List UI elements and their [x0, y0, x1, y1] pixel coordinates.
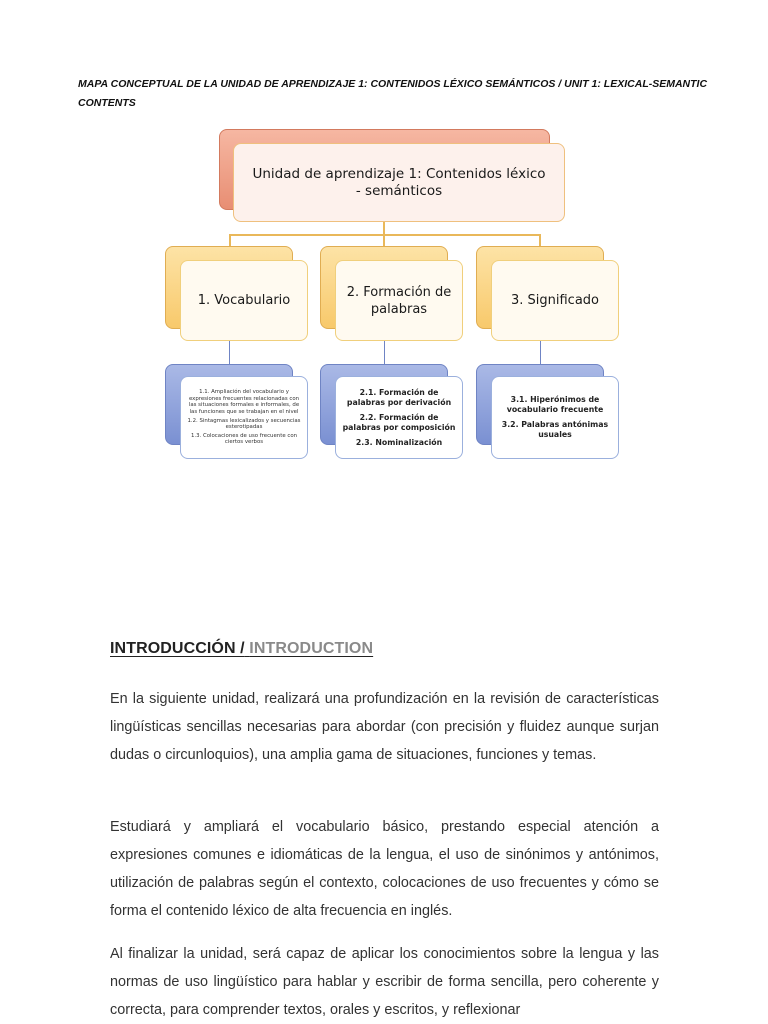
detail-3-item-1: 3.1. Hiperónimos de vocabulario frecuente — [506, 395, 604, 414]
detail-node-significado — [491, 376, 619, 459]
connector-branch-3 — [539, 234, 541, 246]
connector-branch-1 — [229, 234, 231, 246]
detail-3-item-2: 3.2. Palabras antónimas usuales — [501, 420, 609, 439]
connector-horizontal — [229, 234, 541, 236]
detail-1-item-1: 1.1. Ampliación del vocabulario y expresiones frecuentes relacionadas con las situaciones formales e informales, de las funciones que se trabajan en el nivel — [188, 389, 300, 415]
branch-node-formacion — [335, 260, 463, 341]
detail-2-item-3: 2.3. Nominalización — [355, 437, 443, 447]
branch-node-significado — [491, 260, 619, 341]
introduction-heading-en: INTRODUCTION — [249, 640, 374, 657]
intro-paragraph-3: Al finalizar la unidad, será capaz de aplicar los conocimientos sobre la lengua y las normas de uso lingüístico para hablar y escribir de forma sencilla, pero coherente y correcta, para comprender textos, orales y escritos, y reflexionar — [110, 946, 659, 1018]
detail-1-item-3: 1.3. Colocaciones de uso frecuente con ciertos verbos — [190, 432, 298, 446]
detail-node-vocabulario — [180, 376, 308, 459]
branch-3-label: 3. Significado — [510, 293, 599, 308]
connector-branch-2 — [383, 234, 385, 246]
detail-node-formacion — [335, 376, 463, 459]
introduction-heading-es: INTRODUCCIÓN / — [110, 640, 245, 657]
detail-2-item-2: 2.2. Formación de palabras por composición — [342, 412, 456, 432]
connector-detail-2 — [384, 341, 385, 365]
intro-paragraph-2: Estudiará y ampliará el vocabulario básico, prestando especial atención a expresiones comunes e idiomáticas de la lengua, el uso de sinónimos y antónimos, utilización de palabras según el contexto, colocaciones de uso frecuentes y cómo se forma el contenido léxico de alta frecuencia en inglés. — [110, 819, 659, 919]
detail-1-item-2: 1.2. Sintagmas lexicalizados y secuencias esterotipadas — [187, 417, 301, 431]
root-node-label: Unidad de aprendizaje 1: Contenidos léxico - semánticos — [252, 165, 546, 199]
concept-map — [0, 0, 768, 470]
document-title: MAPA CONCEPTUAL DE LA UNIDAD DE APRENDIZAJE 1: CONTENIDOS LÉXICO SEMÁNTICOS / UNIT 1: LEXICAL-SEMANTIC CONTENTS — [78, 78, 708, 109]
branch-2-label: 2. Formación de palabras — [346, 284, 452, 317]
root-node — [233, 143, 565, 222]
connector-detail-3 — [540, 341, 541, 365]
intro-paragraph-1: En la siguiente unidad, realizará una profundización en la revisión de características lingüísticas sencillas necesarias para abordar (con precisión y fluidez aunque surjan dudas o circunloquios), una amplia gama de situaciones, funciones y temas. — [110, 691, 659, 763]
introduction-heading — [110, 640, 373, 658]
connector-detail-1 — [229, 341, 230, 365]
branch-node-vocabulario — [180, 260, 308, 341]
branch-1-label: 1. Vocabulario — [197, 293, 291, 308]
detail-2-item-1: 2.1. Formación de palabras por derivación — [346, 387, 452, 407]
